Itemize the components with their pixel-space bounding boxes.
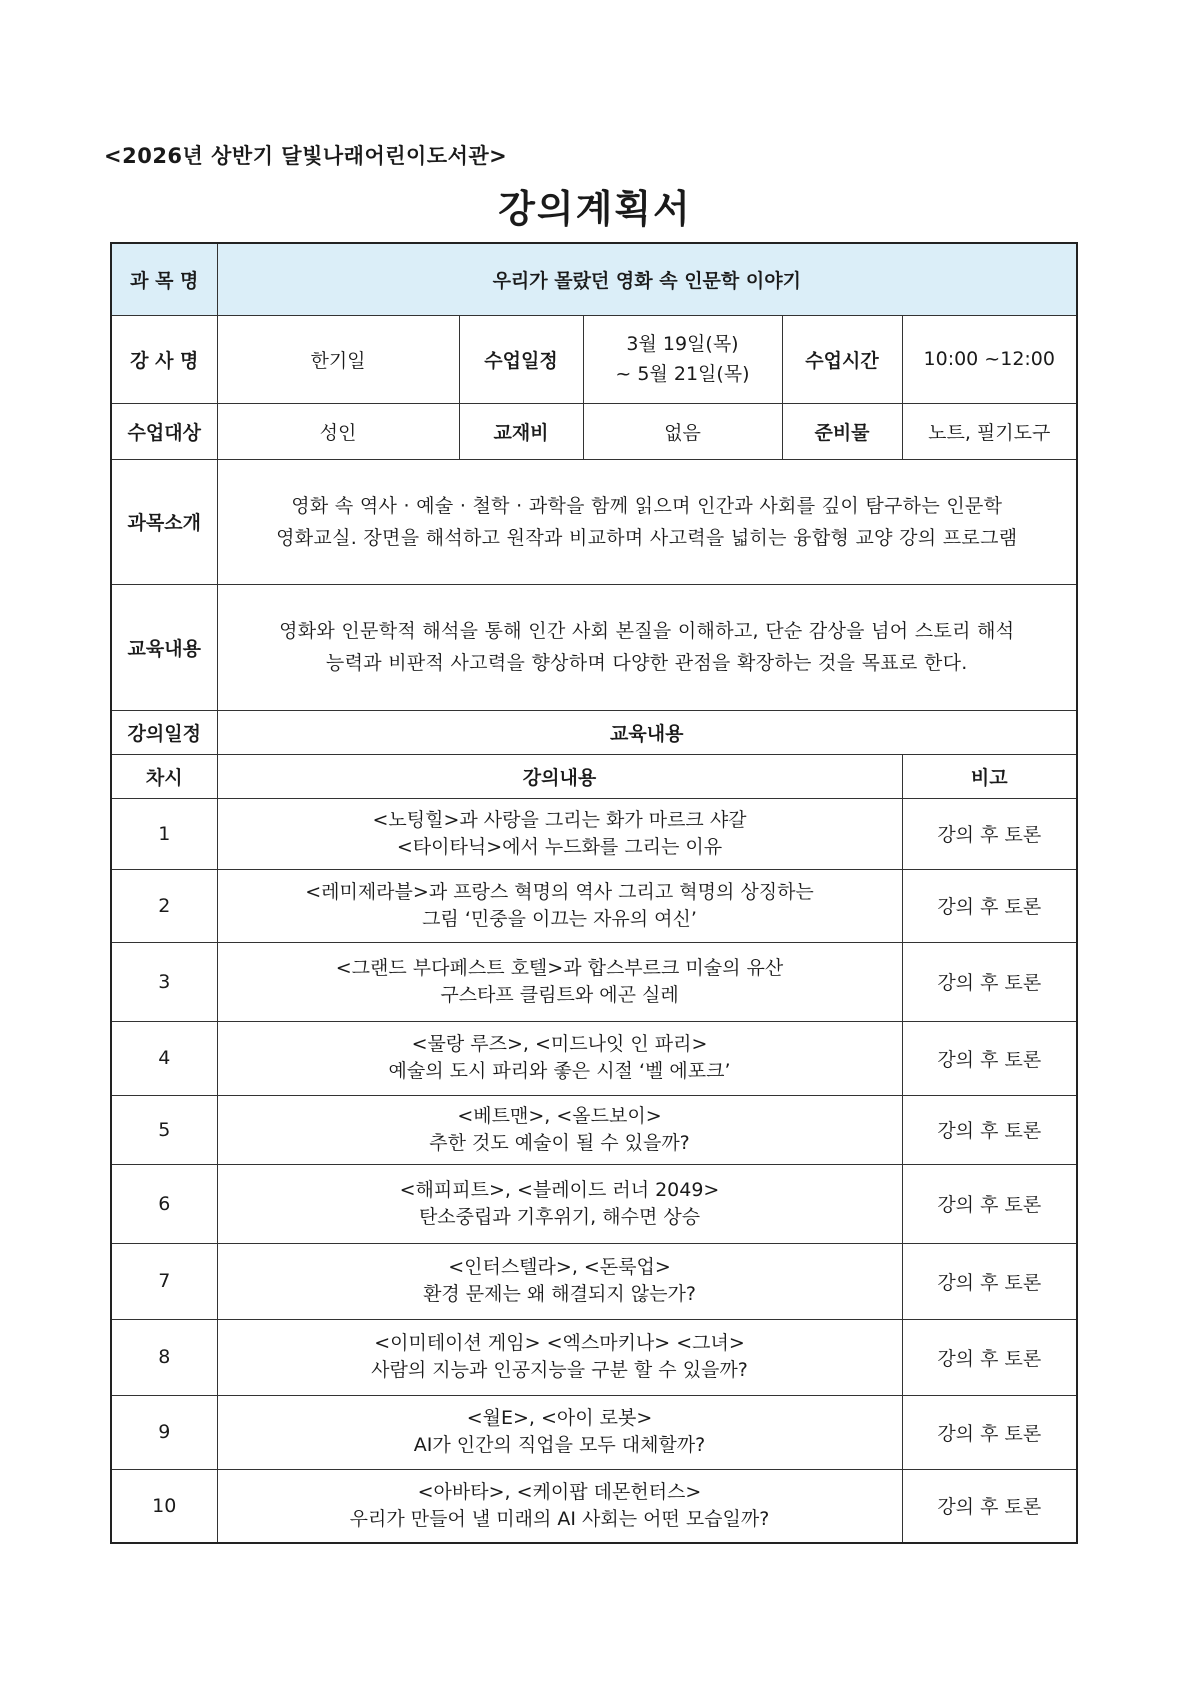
schedule-header-row <box>111 754 1077 798</box>
session-note: 강의 후 토론 <box>902 1164 1077 1243</box>
schedule-section-row <box>111 710 1077 754</box>
session-number: 5 <box>111 1095 217 1164</box>
intro-text <box>217 459 1077 584</box>
session-content <box>217 1319 902 1395</box>
session-content-line: 사람의 지능과 인공지능을 구분 할 수 있을까? <box>371 1359 748 1381</box>
session-note: 강의 후 토론 <box>902 942 1077 1021</box>
session-number: 2 <box>111 869 217 942</box>
document-title: 강의계획서 <box>498 187 692 231</box>
table-row <box>111 1164 1077 1243</box>
session-content-line: <타이타닉>에서 누드화를 그리는 이유 <box>396 835 723 858</box>
session-content-line: 우리가 만들어 낼 미래의 AI 사회는 어떤 모습일까? <box>349 1507 770 1530</box>
table-row <box>111 1243 1077 1319</box>
session-number: 1 <box>111 798 217 869</box>
session-content-line: <아바타>, <케이팝 데몬헌터스> <box>417 1480 702 1503</box>
table-row <box>111 1469 1077 1543</box>
content-text <box>217 584 1077 710</box>
schedule-value <box>583 315 782 403</box>
session-content-line: 그림 ‘민중을 이끄는 자유의 여신’ <box>422 907 697 930</box>
intro-label: 과목소개 <box>111 459 217 584</box>
session-note: 강의 후 토론 <box>902 1243 1077 1319</box>
session-content-line: <월E>, <아이 로봇> <box>466 1407 653 1429</box>
col-content-header: 강의내용 <box>217 754 902 798</box>
table-row <box>111 1395 1077 1469</box>
subject-value: 우리가 몰랐던 영화 속 인문학 이야기 <box>217 243 1077 315</box>
session-content-line: 예술의 도시 파리와 좋은 시절 ‘벨 에포크’ <box>388 1060 731 1082</box>
table-row <box>111 869 1077 942</box>
session-note: 강의 후 토론 <box>902 1021 1077 1095</box>
intro-row <box>111 459 1077 584</box>
content-line: 영화와 인문학적 해석을 통해 인간 사회 본질을 이해하고, 단순 감상을 넘어 스토리 해석 <box>279 620 1015 642</box>
supplies-label: 준비물 <box>782 403 902 459</box>
lecture-plan-table <box>110 242 1078 1544</box>
session-number: 6 <box>111 1164 217 1243</box>
supplies-value: 노트, 필기도구 <box>902 403 1077 459</box>
session-content-line: 탄소중립과 기후위기, 해수면 상승 <box>418 1205 701 1228</box>
col-note-header: 비고 <box>902 754 1077 798</box>
session-content-line: <그랜드 부다페스트 호텔>과 합스부르크 미술의 유산 <box>335 956 784 979</box>
session-note: 강의 후 토론 <box>902 1395 1077 1469</box>
session-content <box>217 942 902 1021</box>
session-number: 4 <box>111 1021 217 1095</box>
session-note: 강의 후 토론 <box>902 869 1077 942</box>
session-content <box>217 1395 902 1469</box>
material-fee-value: 없음 <box>583 403 782 459</box>
schedule-start: 3월 19일(목) <box>626 333 739 355</box>
session-content-line: <레미제라블>과 프랑스 혁명의 역사 그리고 혁명의 상징하는 <box>305 880 814 903</box>
session-content-line: <베트맨>, <올드보이> <box>457 1104 662 1127</box>
session-note: 강의 후 토론 <box>902 798 1077 869</box>
session-content-line: 환경 문제는 왜 해결되지 않는가? <box>423 1283 696 1305</box>
session-content-line: <노팅힐>과 사랑을 그리는 화가 마르크 샤갈 <box>372 808 747 831</box>
target-row <box>111 403 1077 459</box>
content-row <box>111 584 1077 710</box>
instructor-label: 강 사 명 <box>111 315 217 403</box>
session-number: 7 <box>111 1243 217 1319</box>
material-fee-label: 교재비 <box>459 403 583 459</box>
session-content-line: 추한 것도 예술이 될 수 있을까? <box>429 1131 690 1154</box>
table-row <box>111 798 1077 869</box>
instructor-row <box>111 315 1077 403</box>
table-row <box>111 1021 1077 1095</box>
session-content <box>217 798 902 869</box>
organization-header: <2026년 상반기 달빛나래어린이도서관> <box>104 144 508 168</box>
session-note: 강의 후 토론 <box>902 1095 1077 1164</box>
time-label: 수업시간 <box>782 315 902 403</box>
schedule-section-content-label: 교육내용 <box>217 710 1077 754</box>
session-number: 9 <box>111 1395 217 1469</box>
intro-line: 영화교실. 장면을 해석하고 원작과 비교하며 사고력을 넓히는 융합형 교양 강의 프로그램 <box>276 526 1018 549</box>
session-content-line: <물랑 루즈>, <미드나잇 인 파리> <box>411 1033 708 1055</box>
session-content-line: <이미테이션 게임> <엑스마키나> <그녀> <box>374 1332 745 1354</box>
col-session-header: 차시 <box>111 754 217 798</box>
schedule-end: ~ 5월 21일(목) <box>615 363 750 385</box>
table-row <box>111 1095 1077 1164</box>
session-content <box>217 869 902 942</box>
session-content <box>217 1164 902 1243</box>
session-note: 강의 후 토론 <box>902 1319 1077 1395</box>
table-row <box>111 942 1077 1021</box>
session-content <box>217 1095 902 1164</box>
target-label: 수업대상 <box>111 403 217 459</box>
session-number: 8 <box>111 1319 217 1395</box>
target-value: 성인 <box>217 403 459 459</box>
intro-line: 영화 속 역사 · 예술 · 철학 · 과학을 함께 읽으며 인간과 사회를 깊이 탐구하는 인문학 <box>291 494 1003 517</box>
content-label: 교육내용 <box>111 584 217 710</box>
session-number: 10 <box>111 1469 217 1543</box>
subject-label: 과 목 명 <box>111 243 217 315</box>
session-content <box>217 1021 902 1095</box>
schedule-label: 수업일정 <box>459 315 583 403</box>
session-content-line: <인터스텔라>, <돈룩업> <box>448 1256 671 1278</box>
session-content <box>217 1469 902 1543</box>
time-value: 10:00 ~12:00 <box>902 315 1077 403</box>
content-line: 능력과 비판적 사고력을 향상하며 다양한 관점을 확장하는 것을 목표로 한다. <box>325 652 968 674</box>
subject-row <box>111 243 1077 315</box>
instructor-value: 한기일 <box>217 315 459 403</box>
session-note: 강의 후 토론 <box>902 1469 1077 1543</box>
schedule-section-label: 강의일정 <box>111 710 217 754</box>
session-number: 3 <box>111 942 217 1021</box>
table-row <box>111 1319 1077 1395</box>
session-content-line: 구스타프 클림트와 에곤 실레 <box>440 983 679 1006</box>
session-content-line: <해피피트>, <블레이드 러너 2049> <box>399 1178 720 1201</box>
session-content <box>217 1243 902 1319</box>
session-content-line: AI가 인간의 직업을 모두 대체할까? <box>413 1434 706 1456</box>
